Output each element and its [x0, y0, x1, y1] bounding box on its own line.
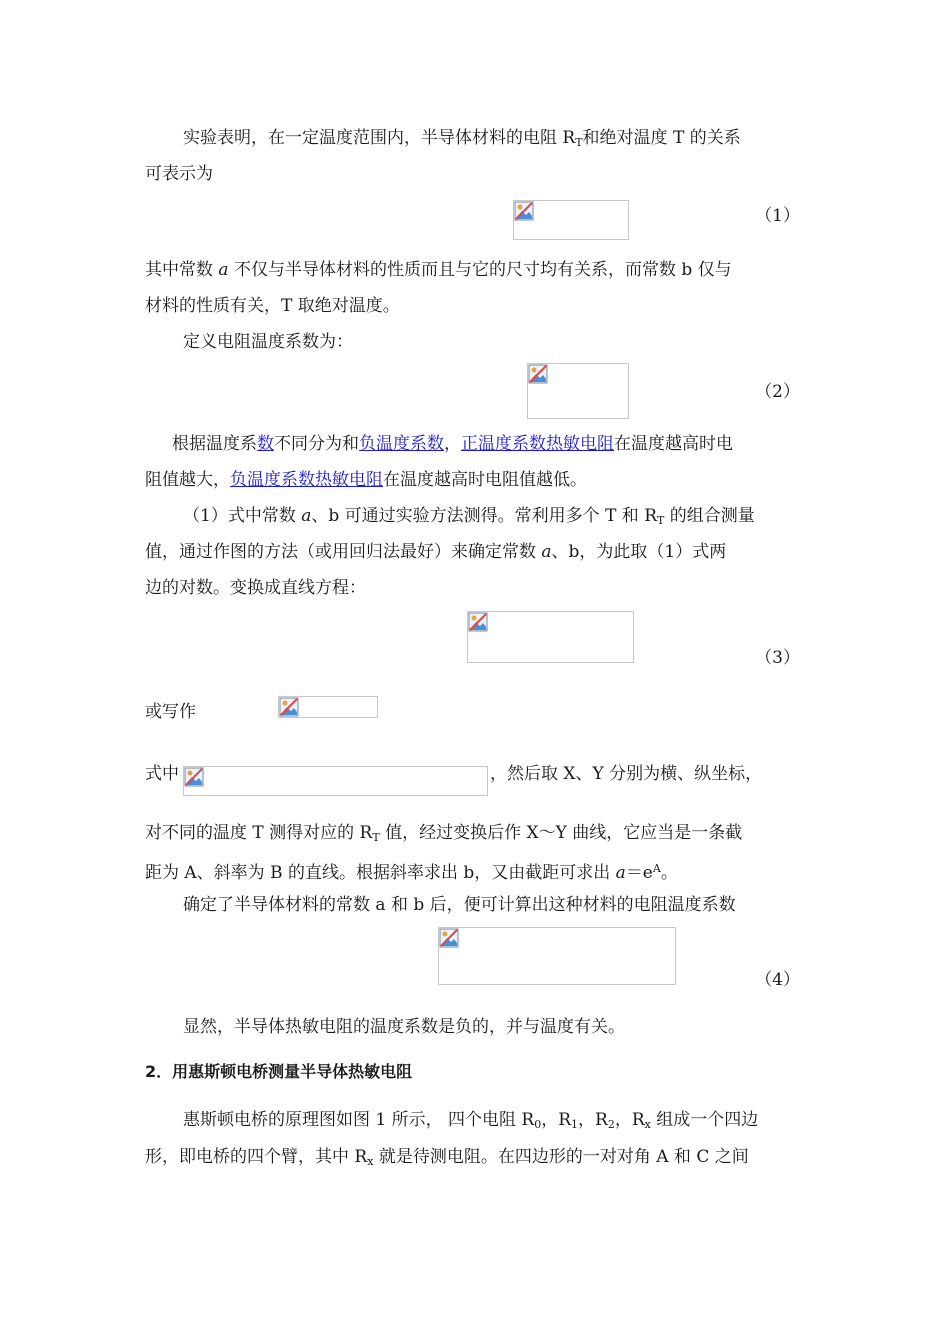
equation-image-3 — [467, 611, 634, 663]
text: 形，即电桥的四个臂，其中 R — [145, 1147, 368, 1167]
link-ptc-thermistor[interactable]: 正温度系数热敏电阻 — [461, 434, 614, 454]
superscript: A — [652, 862, 661, 875]
text: 值，通过作图的方法（或用回归法最好）来确定常数 — [145, 542, 542, 562]
equation-image-3b — [278, 696, 378, 718]
text: （1）式中常数 — [183, 506, 302, 526]
link-ntc-thermistor[interactable]: 负温度系数热敏电阻 — [230, 470, 383, 490]
subscript: x — [367, 1155, 374, 1168]
subscript: 1 — [571, 1118, 579, 1131]
subscript: x — [644, 1118, 651, 1131]
text: 在温度越高时电 — [614, 434, 733, 454]
text: 惠斯顿电桥的原理图如图 1 所示， 四个电阻 R — [183, 1110, 535, 1130]
subscript: 0 — [534, 1118, 542, 1131]
italic-symbol: a — [218, 260, 229, 280]
text: 、b 可通过实验方法测得。常利用多个 T 和 R — [311, 506, 658, 526]
text: 、b，为此取（1）式两 — [551, 542, 727, 562]
text: 不同分为和 — [274, 434, 359, 454]
paragraph-line — [145, 857, 678, 885]
italic-symbol: a — [541, 542, 552, 562]
text: 组成一个四边 — [650, 1110, 759, 1130]
link-coefficient[interactable]: 数 — [257, 434, 274, 454]
broken-image-icon — [279, 697, 299, 717]
text: 值，经过变换后作 X～Y 曲线，它应当是一条截 — [379, 823, 743, 843]
italic-symbol: a — [615, 863, 626, 883]
subscript: T — [575, 136, 583, 149]
equation-image-1 — [513, 200, 629, 240]
broken-image-icon — [528, 364, 548, 384]
equation-image-2 — [527, 363, 629, 419]
text: 在温度越高时电阻值越低。 — [383, 470, 587, 490]
text: 不仅与半导体材料的性质而且与它的尺寸均有关系，而常数 b 仅与 — [228, 260, 732, 280]
paragraph-line — [145, 258, 732, 282]
paragraph-line — [183, 504, 755, 533]
broken-image-icon — [468, 612, 488, 632]
equation-number-1: （1） — [755, 206, 800, 226]
text: 实验表明，在一定温度范围内，半导体材料的电阻 R — [183, 128, 576, 148]
subscript: T — [657, 514, 665, 527]
paragraph-line — [145, 821, 742, 850]
text: 。 — [660, 863, 678, 883]
text: ，R — [541, 1110, 572, 1130]
paragraph-line — [145, 468, 587, 492]
link-ntc[interactable]: 负温度系数 — [359, 434, 444, 454]
subscript: 2 — [607, 1118, 615, 1131]
text: ，R — [614, 1110, 645, 1130]
paragraph-line: 材料的性质有关，T 取绝对温度。 — [145, 296, 400, 316]
paragraph-line — [183, 126, 741, 155]
text: ，R — [578, 1110, 608, 1130]
paragraph-line — [183, 1108, 758, 1137]
subscript: T — [372, 831, 380, 844]
text: 就是待测电阻。在四边形的一对对角 A 和 C 之间 — [373, 1147, 749, 1167]
section-heading: 2．用惠斯顿电桥测量半导体热敏电阻 — [145, 1062, 413, 1081]
paragraph-line: 边的对数。变换成直线方程： — [145, 578, 366, 598]
italic-symbol: a — [301, 506, 312, 526]
text: 根据温度系 — [172, 434, 257, 454]
paragraph-line: 定义电阻温度系数为： — [183, 332, 353, 352]
paragraph-line: 可表示为 — [145, 164, 213, 184]
paragraph-line — [172, 432, 733, 456]
paragraph-line — [145, 1145, 749, 1174]
equation-number-2: （2） — [755, 382, 800, 402]
broken-image-icon — [184, 767, 204, 787]
text: ＝e — [625, 863, 653, 883]
paragraph-line: 确定了半导体材料的常数 a 和 b 后，便可计算出这种材料的电阻温度系数 — [183, 895, 736, 915]
paragraph-line: 显然，半导体热敏电阻的温度系数是负的，并与温度有关。 — [183, 1017, 625, 1037]
text: 距为 A、斜率为 B 的直线。根据斜率求出 b，又由截距可求出 — [145, 863, 616, 883]
text: 阻值越大， — [145, 470, 230, 490]
text: 的组合测量 — [664, 506, 755, 526]
text: 对不同的温度 T 测得对应的 R — [145, 823, 373, 843]
text: 和绝对温度 T 的关系 — [582, 128, 741, 148]
paragraph-line: ，然后取 X、Y 分别为横、纵坐标， — [490, 764, 763, 784]
broken-image-icon — [514, 201, 534, 221]
text: 其中常数 — [145, 260, 219, 280]
text: ， — [444, 434, 461, 454]
paragraph-line — [145, 540, 726, 564]
paragraph-line: 或写作 — [145, 702, 196, 722]
equation-image-xy — [183, 766, 488, 796]
equation-number-3: （3） — [755, 648, 800, 668]
paragraph-line: 式中 — [145, 764, 179, 784]
equation-number-4: （4） — [755, 970, 800, 990]
equation-image-4 — [438, 927, 676, 985]
broken-image-icon — [439, 928, 459, 948]
